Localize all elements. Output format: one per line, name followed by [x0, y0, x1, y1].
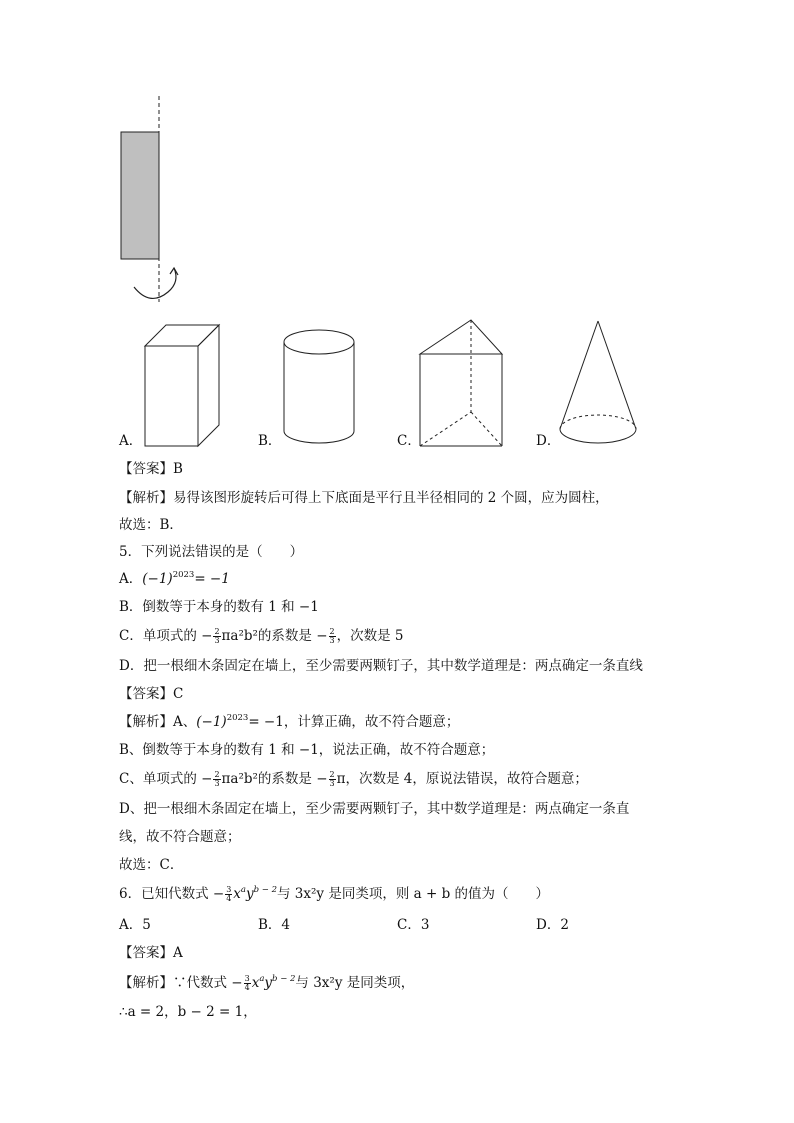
- q6-analysis: 【解析】∵代数式 − $\frac{3}{4}$ $x^ay^{b - 2}$与 3x²y 是同类项，: [119, 974, 415, 992]
- option-c-label: C．: [397, 433, 421, 449]
- cuboid-shape: [140, 320, 225, 450]
- rotation-figure: [110, 92, 200, 307]
- cylinder-shape: [280, 325, 362, 450]
- q5-analysis-d-line2: 线，故不符合题意；: [119, 829, 241, 845]
- q4-answer: 【答案】B: [119, 461, 183, 477]
- q5-analysis-b: B、倒数等于本身的数有 1 和 −1，说法正确，故不符合题意；: [119, 742, 495, 758]
- q4-analysis: 【解析】易得该图形旋转后可得上下底面是平行且半径相同的 2 个圆，应为圆柱，: [119, 490, 609, 506]
- shaded-rectangle: [121, 132, 159, 259]
- q5-analysis-c: C、单项式的 − $\frac{2}{3}$ πa²b²的系数是 − $\frac{2}{3}$ π，次数是 4，原说法错误，故符合题意；: [119, 770, 588, 788]
- triangular-prism-shape: [415, 316, 507, 451]
- q5-option-c: C．单项式的 − $\frac{2}{3}$ πa²b²的系数是 − $\frac{2}{3}$ ，次数是 5: [119, 627, 404, 645]
- q5-conclusion: 故选：C．: [119, 857, 184, 873]
- q4-conclusion: 故选：B．: [119, 517, 183, 533]
- q6-analysis-conclusion: ∴a = 2，b − 2 = 1，: [119, 1004, 257, 1020]
- q6-option-a: A．5: [119, 917, 151, 933]
- q5-answer: 【答案】C: [119, 686, 184, 702]
- q5-analysis-a: 【解析】A、$(-1)^{2023}= -1$，计算正确，故不符合题意；: [119, 713, 460, 730]
- option-d-label: D．: [536, 433, 561, 449]
- q5-option-b: B．倒数等于本身的数有 1 和 −1: [119, 599, 319, 615]
- option-a-label: A．: [119, 433, 143, 449]
- rotation-arrow-icon: [134, 268, 176, 298]
- q6-option-c: C．3: [397, 917, 430, 933]
- q5-analysis-d-line1: D、把一根细木条固定在墙上，至少需要两颗钉子，其中数学道理是：两点确定一条直: [119, 801, 630, 817]
- q6-answer: 【答案】A: [119, 945, 183, 961]
- cone-shape: [556, 318, 641, 450]
- q6-option-d: D．2: [536, 917, 569, 933]
- q6-stem: 6．已知代数式 − $\frac{3}{4}$ $x^ay^{b - 2}$与 3x²y 是同类项，则 a + b 的值为（ ）: [119, 885, 550, 903]
- q5-stem: 5．下列说法错误的是（ ）: [119, 544, 304, 560]
- option-b-label: B．: [258, 433, 282, 449]
- q6-option-b: B．4: [258, 917, 291, 933]
- q5-option-d: D．把一根细木条固定在墙上，至少需要两颗钉子，其中数学道理是：两点确定一条直线: [119, 658, 643, 674]
- q5-option-a: A．$(-1)^{2023}= -1$: [119, 570, 230, 587]
